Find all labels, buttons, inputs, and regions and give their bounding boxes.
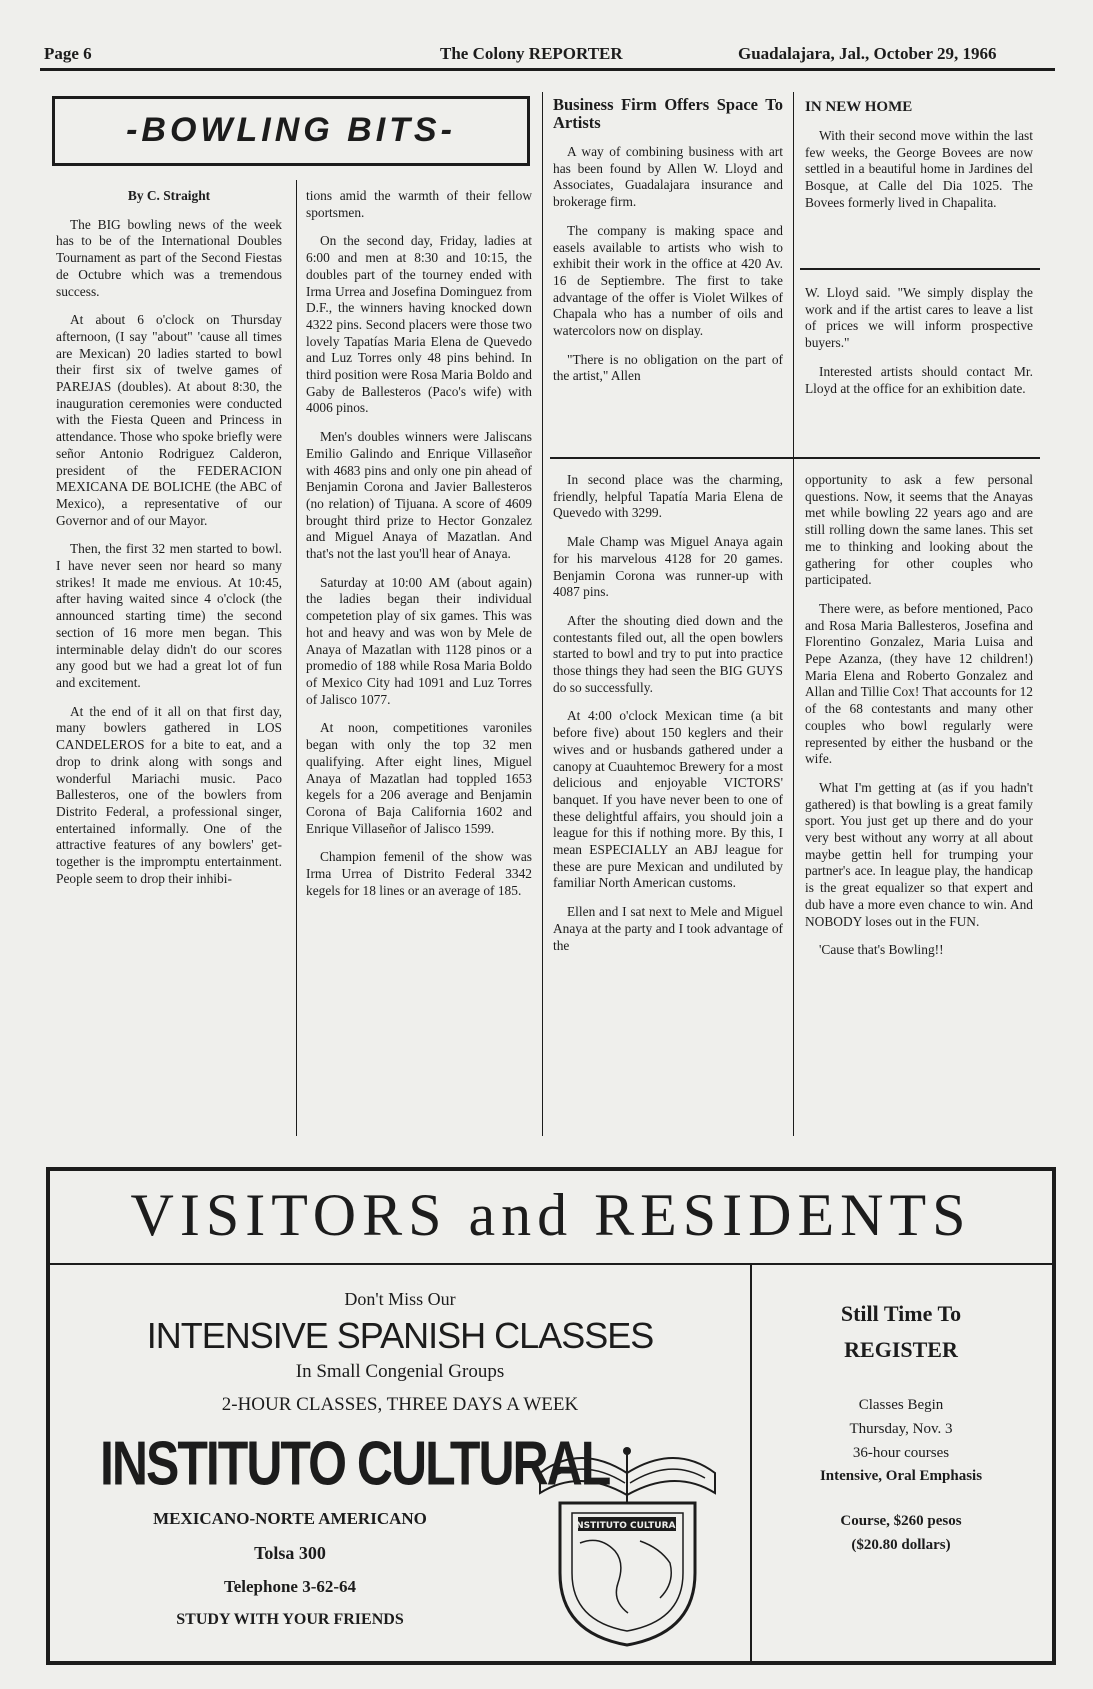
ad-classes-begin: Classes Begin (858, 1397, 944, 1413)
bowling-column-2 (306, 188, 532, 911)
new-home-headline: IN NEW HOME (805, 99, 913, 115)
article-paragraph: opportunity to ask a few personal questions. Now, it seems that the Anayas met while bowling 22 years ago and are still rolling down the same lanes. This set me to thinking and looking about the gathering for other couples who participated. (805, 472, 1033, 588)
article-paragraph: W. Lloyd said. "We simply display the work and if the artist cares to leave a list of prices we will inform prospective buyers." (805, 285, 1033, 351)
ad-course-price: Course, $260 pesos (840, 1513, 962, 1529)
ad-schedule: 2-HOUR CLASSES, THREE DAYS A WEEK (221, 1394, 579, 1415)
ad-classes: INTENSIVE SPANISH CLASSES (146, 1315, 654, 1356)
ad-study-friends: STUDY WITH YOUR FRIENDS (176, 1611, 404, 1628)
ad-course-hours: 36-hour courses (852, 1445, 950, 1461)
ad-groups: In Small Congenial Groups (295, 1361, 505, 1382)
article-paragraph: Champion femenil of the show was Irma Urrea of Distrito Federal 3342 kegels for 18 lines or an average of 185. (306, 849, 532, 898)
ad-mexicano: MEXICANO-NORTE AMERICANO (153, 1509, 427, 1528)
section-rule (550, 457, 1040, 459)
map-icon (580, 1540, 671, 1613)
article-paragraph: What I'm getting at (as if you hadn't gathered) is that bowling is a great family sport. You just get up there and do your very best without any worry at all about maybe gettin hell for trumping your partner's ace. In league play, the handicap is the great equalizer so that expert and dub have a more even chance to win. And NOBODY loses out in the FUN. (805, 779, 1033, 929)
ad-course-dollars: ($20.80 dollars) (851, 1537, 951, 1553)
article-paragraph: A way of combining business with art has been found by Allen W. Lloyd and Associates, Guadalajara insurance and brokerage firm. (553, 144, 783, 210)
newspaper-name: The Colony REPORTER (440, 44, 623, 63)
ad-phone: Telephone 3-62-64 (223, 1577, 357, 1596)
ad-side-title-1: Still Time To (840, 1301, 962, 1326)
article-paragraph: Then, the first 32 men started to bowl. I have never seen nor heard so many strikes! It made me envious. At 10:45, after having waited since 4 o'clock (the announced starting time) the second section of 16 more men began. This interminable delay didn't do our scores any good but we had a great lot of fun and excitement. (56, 541, 282, 690)
column-divider (793, 92, 794, 1136)
column-divider (542, 92, 543, 1136)
business-headline: Business Firm Offers Space To Artists (553, 95, 783, 132)
ad-banner: VISITORS and RESIDENTS (130, 1182, 972, 1248)
advertisement (46, 1167, 1056, 1665)
article-paragraph: 'Cause that's Bowling!! (819, 942, 944, 958)
article-paragraph: At the end of it all on that first day, many bowlers gathered in LOS CANDELEROS for a bite to eat, and a drop to drink along with songs and wonderful Mariachi music. Paco Ballesteros, one of the bowlers from Distrito Federal, a professional singer, entertained informally. One of the attractive features of any bowlers' get-together is the impromptu entertainment. People seem to drop their inhibi- (56, 703, 282, 886)
article-paragraph: With their second move within the last few weeks, the George Bovees are now settled in a beautiful home in Jardines del Bosque, at Calle del Dia 1025. The Bovees formerly lived in Chapalita. (805, 128, 1033, 210)
section-rule (800, 268, 1040, 270)
article-paragraph: tions amid the warmth of their fellow sportsmen. (306, 188, 532, 220)
dateline: Guadalajara, Jal., October 29, 1966 (738, 44, 997, 63)
bowling-column-1 (56, 188, 282, 899)
ad-dont-miss: Don't Miss Our (344, 1289, 456, 1309)
bowling-column-4 (805, 472, 1033, 971)
bowling-column-3 (553, 472, 783, 966)
article-paragraph: At about 6 o'clock on Thursday afternoon, (I say "about" 'cause all times are Mexican) 20 ladies started to bowl their first six of twelve games of PAREJAS (doubles). At about 8:30, the inauguration ceremonies were conducted with the Fiesta Queen and Princess in attendance. Those who spoke briefly were señor Antonio Rodriguez Calderon, president of the FEDERACION MEXICANA DE BOLICHE (the ABC of Mexico), a representative of our Governor and of our Mayor. (56, 312, 282, 528)
article-paragraph: On the second day, Friday, ladies at 6:00 and men at 8:30 and 10:15, the doubles part of the tourney ended with Irma Urrea and Josefina Dominguez from D.F., the winners having knocked down 4322 pins. Second placers were those two lovely Tapatías Maria Elena de Quevedo and Luz Torres only 48 pins behind. In third position were Rosa Maria Boldo and Gaby de Ballesteros (Paco's wife) with 4006 pinos. (306, 233, 532, 416)
article-paragraph: Saturday at 10:00 AM (about again) the ladies began their individual competetion play of six games. This was hot and heavy and was won by Mele de Anaya of Mazatlan with 1128 pinos or a promedio of 188 while Rosa Maria Boldo of Mexico City had 1091 and Luz Torres of Jalisco 1077. (306, 574, 532, 707)
article-paragraph: Men's doubles winners were Jaliscans Emilio Galindo and Enrique Villaseñor with 4683 pins and only one pin ahead of Benjamin Corona and Javier Ballesteros (no relation) of Tijuana. A score of 4609 brought third prize to Hector Gonzalez and Miguel Anaya of Mazatlan. And that's not the last you'll hear of Anaya. (306, 429, 532, 562)
ad-address: Tolsa 300 (254, 1543, 326, 1563)
article-paragraph: In second place was the charming, friendly, helpful Tapatía Maria Elena de Quevedo with 3299. (553, 472, 783, 521)
ad-institute-name: INSTITUTO CULTURAL (100, 1428, 610, 1499)
column-divider (296, 180, 297, 1136)
bowling-title-box (52, 96, 530, 166)
article-paragraph: There were, as before mentioned, Paco and Rosa Maria Ballesteros, Josefina and Florentino Gonzalez, Maria Luisa and Pepe Azanza, (they have 12 children!) Maria Elena and Roberto Gonzalez and Allan and Tillie Cox! That accounts for 12 of the 68 contestants and many other couples who bowl regularly were represented by either the husband or the wife. (805, 600, 1033, 767)
ad-rule (50, 1263, 1052, 1265)
business-article (553, 96, 783, 397)
article-paragraph: Ellen and I sat next to Mele and Miguel Anaya at the party and I took advantage of the (553, 904, 783, 953)
ad-start-date: Thursday, Nov. 3 (849, 1421, 953, 1437)
ad-emphasis: Intensive, Oral Emphasis (819, 1468, 983, 1484)
byline: By C. Straight (127, 188, 211, 203)
page-number: Page 6 (44, 44, 92, 63)
article-paragraph: At noon, competitiones varoniles began with only the top 32 men qualifying. After eight lines, Miguel Anaya of Mazatlan had toppled 1653 kegels for a 206 average and Benjamin Corona of Baja California 1602 and Enrique Villaseñor of Jalisco 1599. (306, 720, 532, 836)
ad-side-title-2: REGISTER (844, 1337, 958, 1362)
seal-text: INSTITUTO CULTURAL (572, 1521, 682, 1531)
article-paragraph: The BIG bowling news of the week has to be of the International Doubles Tournament as part of the Second Fiestas de Octubre which was a tremendous success. (56, 216, 282, 299)
article-paragraph: The company is making space and easels available to artists who wish to exhibit their work in the office at 420 Av. 16 de Septiembre. The first to take advantage of the offer is Violet Wilkes of Chapala who has a number of oils and watercolors now on display. (553, 222, 783, 339)
masthead-rule (40, 68, 1055, 71)
article-paragraph: At 4:00 o'clock Mexican time (a bit before five) about 150 keglers and their wives and or husbands gathered under a canopy at Cuauhtemoc Brewery for a most delicious and enjoyable VICTORS' banquet. If you have never been to one of these delightful affairs, you should join a league for this if nothing more. By this, I mean ESPECIALLY an ABJ league for these are pure Mexican and undiluted by familiar North American customs. (553, 708, 783, 891)
article-paragraph: "There is no obligation on the part of the artist," Allen (553, 351, 783, 384)
institute-seal-logo (520, 1433, 735, 1653)
new-home-article (805, 98, 1033, 224)
article-paragraph: After the shouting died down and the contestants filed out, all the open bowlers started to bowl and try to put into practice those things they had seen the BIG GUYS do so successfully. (553, 612, 783, 695)
business-article-continued (805, 285, 1033, 409)
bowling-title: -BOWLING BITS- (126, 111, 456, 149)
article-paragraph: Male Champ was Miguel Anaya again for his marvelous 4128 for 20 games. Benjamin Corona was runner-up with 4087 pins. (553, 534, 783, 600)
article-paragraph: Interested artists should contact Mr. Lloyd at the office for an exhibition date. (805, 363, 1033, 396)
